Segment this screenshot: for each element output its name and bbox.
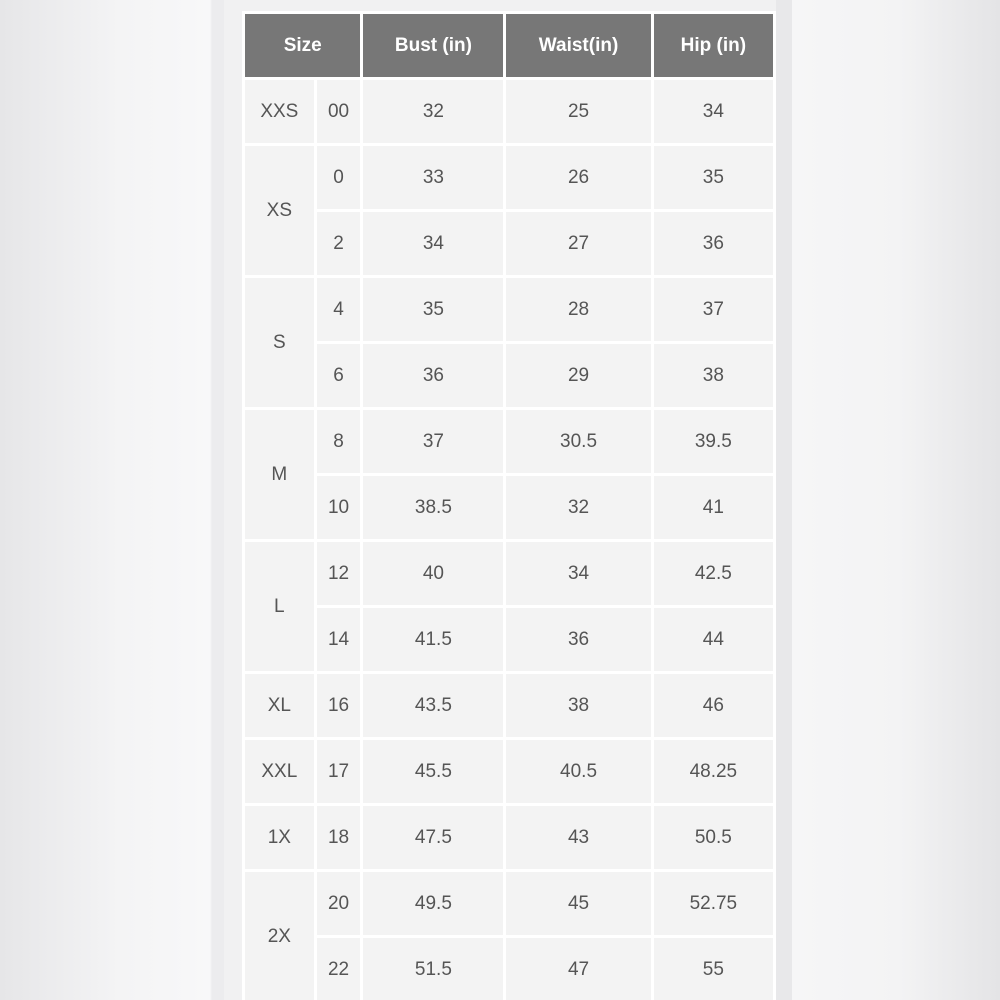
size-chart-page <box>224 0 776 1000</box>
size-number-cell: 18 <box>317 806 361 869</box>
size-label-cell: S <box>245 278 314 407</box>
table-row <box>245 476 773 539</box>
hip-cell: 55 <box>654 938 773 1000</box>
size-number-cell: 10 <box>317 476 361 539</box>
header-row <box>245 14 773 77</box>
size-label-cell: XXS <box>245 80 314 143</box>
size-number-cell: 22 <box>317 938 361 1000</box>
hip-header: Hip (in) <box>654 14 773 77</box>
size-label-cell: XS <box>245 146 314 275</box>
hip-cell: 50.5 <box>654 806 773 869</box>
waist-cell: 34 <box>506 542 650 605</box>
table-row <box>245 410 773 473</box>
table-row <box>245 212 773 275</box>
bust-cell: 35 <box>363 278 503 341</box>
size-number-cell: 00 <box>317 80 361 143</box>
size-chart-body <box>245 80 773 1000</box>
hip-cell: 38 <box>654 344 773 407</box>
bust-cell: 49.5 <box>363 872 503 935</box>
size-number-cell: 2 <box>317 212 361 275</box>
waist-cell: 45 <box>506 872 650 935</box>
bust-cell: 32 <box>363 80 503 143</box>
size-label-cell: L <box>245 542 314 671</box>
bust-cell: 51.5 <box>363 938 503 1000</box>
table-row <box>245 674 773 737</box>
bust-cell: 34 <box>363 212 503 275</box>
table-row <box>245 608 773 671</box>
waist-cell: 26 <box>506 146 650 209</box>
table-row <box>245 740 773 803</box>
table-row <box>245 146 773 209</box>
size-label-cell: XXL <box>245 740 314 803</box>
bust-cell: 36 <box>363 344 503 407</box>
waist-cell: 29 <box>506 344 650 407</box>
hip-cell: 41 <box>654 476 773 539</box>
table-row <box>245 80 773 143</box>
waist-cell: 43 <box>506 806 650 869</box>
size-number-cell: 17 <box>317 740 361 803</box>
size-number-cell: 6 <box>317 344 361 407</box>
size-number-cell: 20 <box>317 872 361 935</box>
table-row <box>245 938 773 1000</box>
size-label-cell: 1X <box>245 806 314 869</box>
table-row <box>245 872 773 935</box>
waist-cell: 28 <box>506 278 650 341</box>
table-row <box>245 278 773 341</box>
bust-cell: 43.5 <box>363 674 503 737</box>
size-chart-table <box>242 11 776 1000</box>
size-label-cell: M <box>245 410 314 539</box>
size-number-cell: 14 <box>317 608 361 671</box>
waist-cell: 32 <box>506 476 650 539</box>
hip-cell: 44 <box>654 608 773 671</box>
table-row <box>245 806 773 869</box>
table-row <box>245 344 773 407</box>
bust-cell: 38.5 <box>363 476 503 539</box>
bust-cell: 47.5 <box>363 806 503 869</box>
waist-cell: 30.5 <box>506 410 650 473</box>
size-label-cell: 2X <box>245 872 314 1000</box>
hip-cell: 42.5 <box>654 542 773 605</box>
bust-cell: 45.5 <box>363 740 503 803</box>
size-label-cell: XL <box>245 674 314 737</box>
bust-cell: 41.5 <box>363 608 503 671</box>
hip-cell: 35 <box>654 146 773 209</box>
size-header: Size <box>245 14 360 77</box>
waist-header: Waist(in) <box>506 14 650 77</box>
size-number-cell: 4 <box>317 278 361 341</box>
hip-cell: 52.75 <box>654 872 773 935</box>
waist-cell: 40.5 <box>506 740 650 803</box>
waist-cell: 27 <box>506 212 650 275</box>
size-number-cell: 16 <box>317 674 361 737</box>
waist-cell: 25 <box>506 80 650 143</box>
size-number-cell: 12 <box>317 542 361 605</box>
hip-cell: 37 <box>654 278 773 341</box>
size-number-cell: 8 <box>317 410 361 473</box>
bust-header: Bust (in) <box>363 14 503 77</box>
size-number-cell: 0 <box>317 146 361 209</box>
hip-cell: 34 <box>654 80 773 143</box>
hip-cell: 46 <box>654 674 773 737</box>
hip-cell: 36 <box>654 212 773 275</box>
waist-cell: 47 <box>506 938 650 1000</box>
bust-cell: 37 <box>363 410 503 473</box>
waist-cell: 38 <box>506 674 650 737</box>
hip-cell: 48.25 <box>654 740 773 803</box>
bust-cell: 33 <box>363 146 503 209</box>
bust-cell: 40 <box>363 542 503 605</box>
table-row <box>245 542 773 605</box>
waist-cell: 36 <box>506 608 650 671</box>
hip-cell: 39.5 <box>654 410 773 473</box>
